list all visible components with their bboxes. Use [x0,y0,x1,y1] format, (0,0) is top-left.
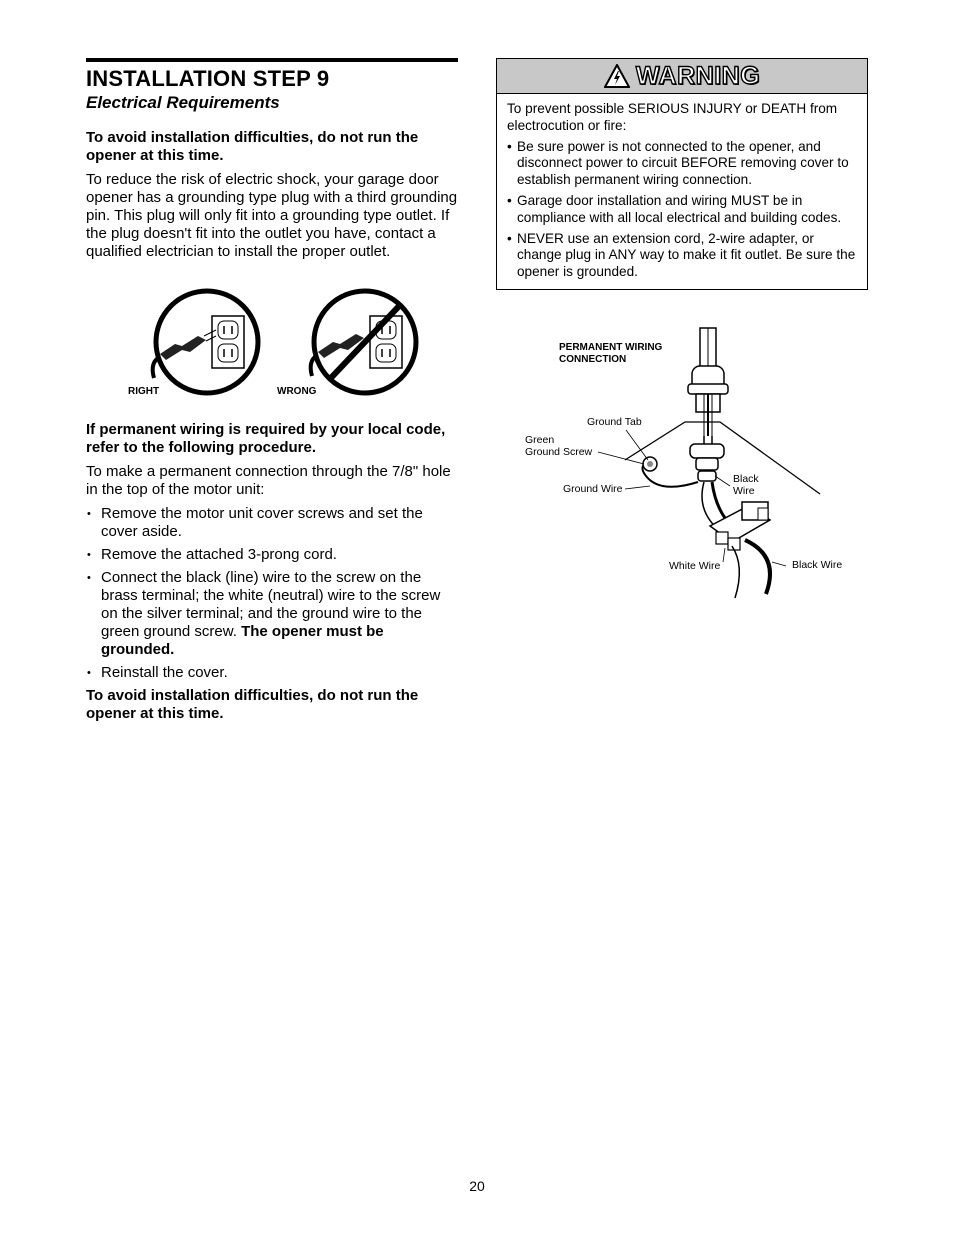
warning-item: • Be sure power is not connected to the opener, and disconnect power to circuit BEFORE removing cover to establish permanent wiring connection. [507,139,857,189]
procedure-step-text: Connect the black (line) wire to the screw on the brass terminal; the white (neutral) wire to the screw on the silver terminal; and the ground wire to the green ground screw. [101,569,441,640]
black-wire-out [745,540,770,594]
warning-header [497,59,867,94]
black-wire-top-label [733,473,759,497]
page-number: 20 [469,1178,485,1194]
conduit-icon [688,328,728,436]
green-ground-screw-label [525,434,592,458]
procedure-step: • Remove the attached 3-prong cord. [86,546,458,564]
warning-intro: To prevent possible SERIOUS INJURY or DEATH from electrocution or fire: [507,101,838,133]
procedure-list [86,505,458,682]
diagram-title [559,342,662,366]
black-wire-out-leader [772,562,786,566]
black-label-line1: Black [733,473,759,485]
warning-triangle-icon [604,64,630,88]
black-wire-label: Black Wire [792,559,843,571]
permanent-wiring-paragraph: To make a permanent connection through the 7/8" hole in the top of the motor unit: [86,463,451,498]
right-plug-icon [153,291,258,393]
closing-warning: To avoid installation difficulties, do not run the opener at this time. [86,687,419,722]
black-label-line2: Wire [733,485,755,497]
ground-wire-label: Ground Wire [563,483,623,495]
wrong-label: WRONG [277,386,317,397]
ground-wire-leader [625,486,650,489]
plug-drawing [120,288,430,400]
green-label-line1: Green [525,434,555,446]
warning-heading: WARNING [635,61,761,90]
warning-list [507,139,857,281]
ground-screw-leader [598,452,644,464]
warning-item: • NEVER use an extension cord, 2-wire adapter, or change plug in ANY way to make it fit outlet. Be sure the opener is grounded. [507,231,857,281]
ground-tab-label: Ground Tab [587,416,642,428]
permanent-wiring-heading: If permanent wiring is required by your local code, refer to the following procedure. [86,421,446,456]
right-label: RIGHT [128,386,160,397]
procedure-step [86,569,458,659]
ground-screw-center [647,461,653,467]
wrong-plug-icon [311,291,416,393]
title-rule [86,58,458,62]
wire-bundle-icon [642,436,732,531]
intro-paragraph: To reduce the risk of electric shock, your garage door opener has a grounding type plug with a third grounding pin. This plug will only fit into a grounding type outlet. If the plug doesn't fit into the outlet you have, contact a qualified electrician to install the proper outlet. [86,171,458,260]
white-wire-out [732,546,739,598]
step-title: INSTALLATION STEP 9 [86,66,330,91]
warning-item: • Garage door installation and wiring MUST be in compliance with all local electrical and building codes. [507,193,857,227]
diagram-title-line1: PERMANENT WIRING [559,342,663,353]
diagram-title-line2: CONNECTION [559,354,627,365]
ground-tab-leader [626,430,648,460]
wiring-diagram [520,326,850,606]
black-wire-leader [715,476,730,486]
white-wire-leader [723,548,725,562]
white-wire-label: White Wire [669,560,721,572]
step-subtitle: Electrical Requirements [86,93,280,112]
procedure-step: • Remove the motor unit cover screws and set the cover aside. [86,505,458,541]
green-label-line2: Ground Screw [525,446,593,458]
intro-warning: To avoid installation difficulties, do not run the opener at this time. [86,129,419,164]
warning-box [496,58,868,290]
plug-illustration [120,288,430,400]
grounded-emphasis: The opener must be grounded. [101,623,384,658]
warning-body [497,94,867,281]
procedure-step: • Reinstall the cover. [86,664,458,682]
